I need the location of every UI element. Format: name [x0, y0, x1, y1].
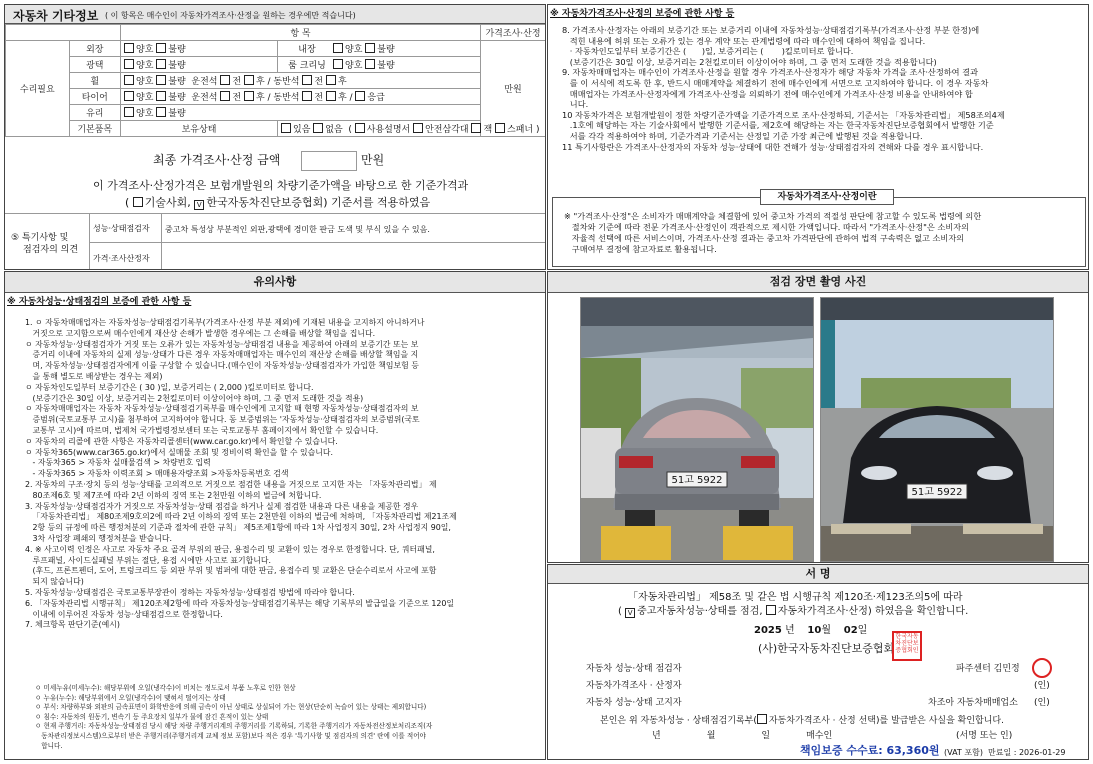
list-item: 교통부 고시)에 따르며, 법제처 국가법령정보센터 또는 국토교통부 홈페이지에서 확인할 수 있습니다. — [25, 425, 379, 435]
list-item: 증범위(국토교통부 고시)를 첨부하여 고지하여야 합니다. 동 보증범위는 '자동차성능·상태점검자의 보증범위(국토 — [25, 415, 420, 425]
checkbox-checked[interactable]: V — [194, 200, 204, 210]
list-item: 동차관리정보시스템)으로부터 받은 주행거리(주행거리계 교체 정보 포함)보다 적은 경우 '특기사항 및 점검자의 의견' 란에 이를 적어야 — [35, 731, 426, 740]
list-item: 를 이 서식에 적도록 한 후, 반드시 매매계약을 체결하기 전에 매수인에게 서면으로 고지하여야 합니다. 이 경우 자동차 — [562, 77, 989, 88]
list-item: ㅇ 미세누유(미세누수): 해당부위에 오일(냉각수)이 비치는 정도로서 부품 노후로 인한 현상 — [35, 684, 296, 692]
col-item: 항 목 — [121, 25, 481, 41]
definition-title: 자동차가격조사·산정이란 — [760, 189, 894, 205]
checkbox[interactable] — [326, 75, 336, 85]
r3-label: 자동차 성능·상태 고지자 — [586, 698, 682, 708]
price-warranty-items — [562, 25, 1005, 152]
final-price-input[interactable] — [301, 151, 357, 171]
checkbox[interactable] — [124, 75, 134, 85]
r3-seal-text: (인) — [1034, 698, 1050, 708]
list-item: ㅇ 부식: 차량하부와 외판의 금속표면이 화학반응에 의해 금속이 아닌 상태로 상실되어 가는 현상(단순히 녹슬어 있는 상태는 제외합니다) — [35, 703, 427, 712]
special-perf-label-cell — [89, 214, 162, 243]
checkbox[interactable] — [133, 197, 143, 207]
price-warranty-section — [547, 4, 1089, 270]
divider — [161, 242, 546, 243]
list-item: ※ "가격조사·산정"은 소비자가 매매계약을 체결함에 있어 중고차 가격의 적절성 판단에 참고할 수 있도록 법령에 의한 — [564, 211, 982, 221]
list-item: (보증기간은 30일 이상, 보증거리는 2천킬로미터 이상이어야 하며, 그 중 먼저 도래한 것을 적용) — [25, 393, 364, 403]
row-glass: 유리 — [69, 105, 120, 121]
notice-section — [4, 271, 546, 760]
list-item: (보증기간은 30일 이상, 보증거리는 2천킬로미터 이상이어야 하며, 그 중 먼저 도래한 것을 적용합니다) — [562, 56, 937, 67]
special-label-cell — [5, 214, 90, 270]
list-item: 「자동차관리법」 제80조제9호의2에 따라 2년 이하의 징역 또는 2천만원 이하의 벌금에 처하며, 「자동차관리법 제21조제 — [25, 512, 457, 522]
inspection-photo-front — [820, 297, 1054, 562]
list-item: ㅇ 자동차매매업자는 자동차 자동차성능·상태점검기록부를 매수인에게 고지할 때 현행 자동차성능·상태점검자의 보 — [25, 404, 419, 414]
inspection-photo-rear — [580, 297, 814, 562]
fee-vat: (VAT 포함) — [944, 748, 983, 757]
sign-date: 2025 년 10월 02일 — [754, 625, 868, 636]
inspector-seal — [1032, 658, 1052, 678]
special-price-label: 가격·조사산정자 — [93, 254, 150, 263]
row-gloss: 광택 — [69, 57, 120, 73]
list-item: 10 자동차가격은 보험개발원이 정한 차량기준가액을 기준가격으로 조사·산정하되, 기준서는 「자동차관리법」 제58조의4제 — [562, 109, 1005, 120]
section-title: 자동차 기타정보 — [13, 9, 99, 23]
expiry-date: 만료일 : 2026-01-29 — [988, 748, 1066, 757]
checkbox[interactable] — [156, 59, 166, 69]
checkbox[interactable] — [124, 91, 134, 101]
checkbox[interactable] — [302, 91, 312, 101]
photo-title: 점검 장면 촬영 사진 — [548, 272, 1088, 293]
list-item: · 자동차인도일부터 보증기간은 ( )일, 보증거리는 ( )킬로미터로 합니다. — [562, 46, 854, 57]
r3-value: 차조아 자동차매매업소 — [928, 698, 1018, 708]
room-clean-options: 룸 크리닝 양호 불량 — [278, 57, 481, 73]
row-own: 보유상태 — [121, 121, 278, 137]
list-item: (후드, 프론트펜더, 도어, 트렁크리드 등 외판 부위 및 범퍼에 대한 판금, 용접수리 및 교환은 단순수리로서 사고에 포함 — [25, 566, 437, 576]
checkbox[interactable] — [244, 75, 254, 85]
checkbox[interactable] — [220, 91, 230, 101]
final-price-unit: 만원 — [361, 153, 385, 167]
list-item: 2항 등의 규정에 따른 행정처분의 기준과 절차에 관한 규칙」 제5조제1항에 따라 1차 사업정지 30일, 2차 사업정지 90일, — [25, 523, 451, 533]
notice-title: 유의사항 — [5, 272, 545, 293]
tire-options: 양호 불량 운전석 전 후 / 동반석 전 후 / 응급 — [121, 89, 481, 105]
section-header — [5, 5, 545, 24]
list-item: 80조제6호 및 제7조에 따라 2년 이하의 징역 또는 2천만원 이하의 벌금에 처합니다. — [25, 490, 322, 500]
checkbox[interactable] — [365, 43, 375, 53]
checkbox[interactable] — [333, 59, 343, 69]
list-item: 증거리 이내에 자동차의 실제 성능·상태가 다른 경우 자동차매매업자는 매수인의 재산상 손해를 배상할 책임을 지 — [25, 350, 419, 360]
checkbox[interactable] — [156, 91, 166, 101]
price-unit: 만원 — [481, 41, 546, 137]
group-repair: 수리필요 — [6, 41, 70, 137]
list-item: 7. 체크항목 판단기준(예시) — [25, 620, 120, 630]
special-label-2: 점검자의 의견 — [23, 245, 79, 255]
notice-subtitle: ※ 자동차성능·상태점검의 보증에 관한 사항 등 — [7, 297, 192, 307]
price-warranty-title: ※ 자동차가격조사·산정의 보증에 관한 사항 등 — [550, 9, 735, 19]
notice-items — [25, 318, 457, 631]
list-item: 1. ㅇ 자동차매매업자는 자동차성능·상태점검기록부(가격조사·산정 부분 제외)에 기재된 내용을 고지하지 아니하거나 — [25, 318, 425, 327]
checkbox[interactable] — [471, 123, 481, 133]
checkbox[interactable] — [757, 714, 767, 724]
list-item: 합니다. — [35, 741, 63, 750]
checkbox[interactable] — [156, 75, 166, 85]
group-basic: 기본품목 — [69, 121, 120, 137]
checkbox[interactable] — [313, 123, 323, 133]
list-item: 3. 자동차성능·상태점검자가 거짓으로 자동차성능·상태 점검을 하거나 실제 점검한 내용과 다른 내용을 제공한 경우 — [25, 501, 419, 511]
list-item: 9. 자동차매매업자는 매수인이 가격조사·산정을 원할 경우 가격조사·산정자가 해당 자동차 가격을 조사·산정하여 결과 — [562, 67, 978, 78]
photo-section — [547, 271, 1089, 563]
checkbox[interactable] — [365, 59, 375, 69]
checkbox[interactable] — [333, 43, 343, 53]
checkbox[interactable] — [156, 107, 166, 117]
list-item: 11 특기사항란은 가격조사·산정자의 자동차 성능·상태에 대한 견해가 성능·상태점검자의 견해와 다를 경우 표시합니다. — [562, 141, 984, 152]
list-item: ㅇ 누유(누수): 해당부위에서 오일(냉각수)이 맺혀서 떨어지는 상태 — [35, 693, 226, 702]
list-item: - 자동차365 > 자동차 실매물검색 > 차량번호 입력 — [25, 458, 211, 468]
r2-value: (인) — [1034, 681, 1050, 691]
glass-options: 양호 불량 — [121, 105, 481, 121]
receipt-line: 본인은 위 자동차성능 · 상태점검기록부( 자동차가격조사 · 산정 선택)를 발급받은 사실을 확인합니다. — [600, 716, 1004, 726]
list-item: ㅇ 자동차의 리콜에 관한 사항은 자동차리콜센터(www.car.go.kr)에서 확인할 수 있습니다. — [25, 436, 338, 446]
list-item: 되지 않습니다) — [25, 577, 84, 587]
list-item: 3차 사업장 폐쇄의 행정처분을 받습니다. — [25, 533, 173, 543]
list-item: 자율적 선택에 따른 서비스이며, 가격조사·산정 결과는 중고차 가격판단에 관하여 법적 구속력은 없고 소비자의 — [564, 233, 965, 243]
checkbox[interactable] — [220, 75, 230, 85]
checkbox-checked[interactable]: V — [625, 608, 635, 618]
checkbox[interactable] — [281, 123, 291, 133]
seal-text: 한국자동차진단보증협회인 — [895, 633, 919, 654]
r2-label: 자동차가격조사 · 산정자 — [586, 681, 682, 691]
checkbox[interactable] — [124, 59, 134, 69]
list-item: 4. ※ 사고이력 인정은 사고로 자동차 주요 골격 부위의 판금, 용접수리 및 교환이 있는 경우로 한정합니다. 단, 쿼터패널, — [25, 544, 435, 554]
svg-text:51고 5922: 51고 5922 — [911, 487, 963, 498]
list-item: 거짓으로 고지함으로써 매수인에게 재산상 손해가 발생한 경우에는 그 손해를 배상할 책임을 집니다. — [25, 328, 376, 338]
definition-lines — [564, 211, 981, 255]
receipt-date: 년 월 일 매수인 — [652, 731, 833, 741]
checkbox[interactable] — [156, 43, 166, 53]
org-name: (사)한국자동차진단보증협회 — [758, 642, 895, 655]
list-item: ㅇ 현재 주행거리: 자동차성능·상태점검 당시 해당 차량 주행거리계의 주행거리를 기록하되, 기록한 주행거리가 자동차전산정보처리조직(자 — [35, 722, 433, 731]
list-item: 적힌 내용에 허위 또는 오류가 있는 경우 계약 또는 관계법령에 따라 매수인에 대하여 책임을 집니다. — [562, 35, 926, 46]
repair-table — [5, 24, 546, 137]
list-item: 5. 자동차성능·상태점검은 국토교통부장관이 정하는 자동차성능·상태점검 방법에 따라야 합니다. — [25, 587, 355, 597]
checkbox[interactable] — [766, 605, 776, 615]
list-item: .1호에 해당하는 자는 기술사회에서 발행한 기준서를, 제2호에 해당하는 자는 한국자동차진단보증협회에서 발행한 기준 — [562, 120, 994, 131]
special-price-label-cell — [89, 243, 162, 270]
special-perf-text: 중고차 특성상 부분적인 외판,광택에 경미한 판금 도색 및 부식 있을 수 있음. — [165, 225, 430, 234]
svg-text:51고 5922: 51고 5922 — [671, 475, 723, 486]
sign-line2: ( V 중고자동차성능·상태를 점검, 자동차가격조사·산정) 하였음을 확인합니다. — [618, 606, 969, 617]
r1-label: 자동차 성능·상태 점검자 — [586, 664, 682, 674]
checkbox[interactable] — [326, 91, 336, 101]
signature-title: 서 명 — [548, 565, 1088, 584]
exterior-options: 양호 불량 — [121, 41, 278, 57]
signature-section — [547, 564, 1089, 760]
vehicle-other-info-section — [4, 4, 546, 270]
fee-label: 책임보증 수수료: 63,360원 — [800, 744, 940, 757]
row-exterior: 외장 — [69, 41, 120, 57]
buyer-sign: (서명 또는 인) — [956, 731, 1013, 741]
list-item: 2. 자동차의 구조·장치 등의 성능·상태를 고의적으로 거짓으로 점검한 내용을 거짓으로 고지한 자는 「자동차관리법」 제 — [25, 479, 437, 489]
col-price: 가격조사·산정 — [481, 25, 546, 41]
special-perf-label: 성능·상태점검자 — [93, 224, 150, 233]
wheel-options: 양호 불량 운전석 전 후 / 동반석 전 후 — [121, 73, 481, 89]
list-item: 며, 자동차성능·상태점검자에게 이를 구상할 수 있습니다.(매수인이 자동차성능·상태점검자가 가입한 책임보험 등 — [25, 361, 419, 371]
basis-line2: ( 기술사회, V 한국자동차진단보증협회) 기준서를 적용하였음 — [125, 196, 431, 209]
gloss-options: 양호 불량 — [121, 57, 278, 73]
list-item: ㅇ 침수: 자동차의 원동기, 변속기 등 주요장치 일부가 물에 잠긴 흔적이 있는 상태 — [35, 712, 269, 721]
checkbox[interactable] — [302, 75, 312, 85]
sign-line1: 「자동차관리법」 제58조 및 같은 법 시행규칙 제120조·제123조의5에 따라 — [628, 592, 963, 603]
checkbox[interactable] — [355, 91, 365, 101]
list-item: 루프패널, 사이드실패널 부위는 절단, 용접 시에만 사고로 표기합니다. — [25, 555, 272, 565]
notice-criteria — [35, 684, 432, 751]
list-item: 서를 각각 적용하여야 하며, 기준가격과 기준서는 산정일 기준 가장 최근에 발행된 것을 적용합니다. — [562, 130, 923, 141]
list-item: ㅇ 자동차인도일부터 보증기간은 ( 30 )일, 보증거리는 ( 2,000 )킬로미터로 합니다. — [25, 382, 314, 392]
checkbox[interactable] — [124, 107, 134, 117]
basic-options: 있음 없음 ( 사용설명서 안전삼각대 잭 스패너 ) — [278, 121, 546, 137]
row-tire: 타이어 — [69, 89, 120, 105]
checkbox[interactable] — [495, 123, 505, 133]
special-notes-area — [5, 213, 546, 270]
list-item: ㅇ 자동차365(www.car365.go.kr)에서 실매물 조회 및 정비이력 확인을 할 수 있습니다. — [25, 447, 334, 457]
interior-options: 내장 양호 불량 — [278, 41, 481, 57]
list-item: 을 통해 별도로 배상받는 경우는 제외) — [25, 371, 163, 381]
org-seal — [892, 631, 922, 661]
list-item: 절차와 기준에 따라 전문 가격조사·산정인이 객관적으로 제시한 가액입니다. 따라서 "가격조사·산정"은 소비자의 — [564, 222, 970, 232]
list-item: ㅇ 자동차성능·상태점검자가 거짓 또는 오류가 있는 자동차성능·상태점검 내용을 제공하여 아래의 보증기간 또는 보 — [25, 339, 419, 349]
list-item: 8. 가격조사·산정자는 아래의 보증기간 또는 보증거리 이내에 자동차성능·상태점검기록부(가격조사·산정 부분 한정)에 — [562, 25, 980, 35]
list-item: 6. 「자동차관리법 시행규칙」 제120조제2항에 따라 자동차성능·상태점검기록부는 해당 기록부의 발급일을 기준으로 120일 — [25, 598, 455, 608]
final-price-label: 최종 가격조사·산정 금액 — [153, 153, 281, 167]
checkbox[interactable] — [355, 123, 365, 133]
checkbox[interactable] — [413, 123, 423, 133]
row-wheel: 휠 — [69, 73, 120, 89]
checkbox[interactable] — [244, 91, 254, 101]
list-item: 이내에 이루어진 자동차 성능·상태점검으로 한정합니다. — [25, 609, 223, 619]
list-item: 구매여부 결정에 참고자료로 활용됩니다. — [564, 244, 717, 254]
basis-line1: 이 가격조사·산정가격은 보험개발원의 차량기준가액을 바탕으로 한 기준가격과 — [93, 179, 469, 192]
list-item: 매매업자는 가격조사·산정자에게 가격조사·산정을 의뢰하기 전에 매수인에게 가격조사·산정 비용을 안내하여야 합 — [562, 88, 973, 99]
special-label-1: ⑤ 특기사항 및 — [11, 233, 69, 243]
section-note: ( 이 항목은 매수인이 자동차가격조사·산정을 원하는 경우에만 적습니다) — [105, 11, 356, 20]
checkbox[interactable] — [124, 43, 134, 53]
list-item: - 자동차365 > 자동차 이력조회 > 매매용자량조회 >자동차등록번호 검색 — [25, 469, 289, 479]
r1-value: 파주센터 김민정 — [956, 664, 1020, 674]
list-item: 니다. — [562, 99, 589, 110]
